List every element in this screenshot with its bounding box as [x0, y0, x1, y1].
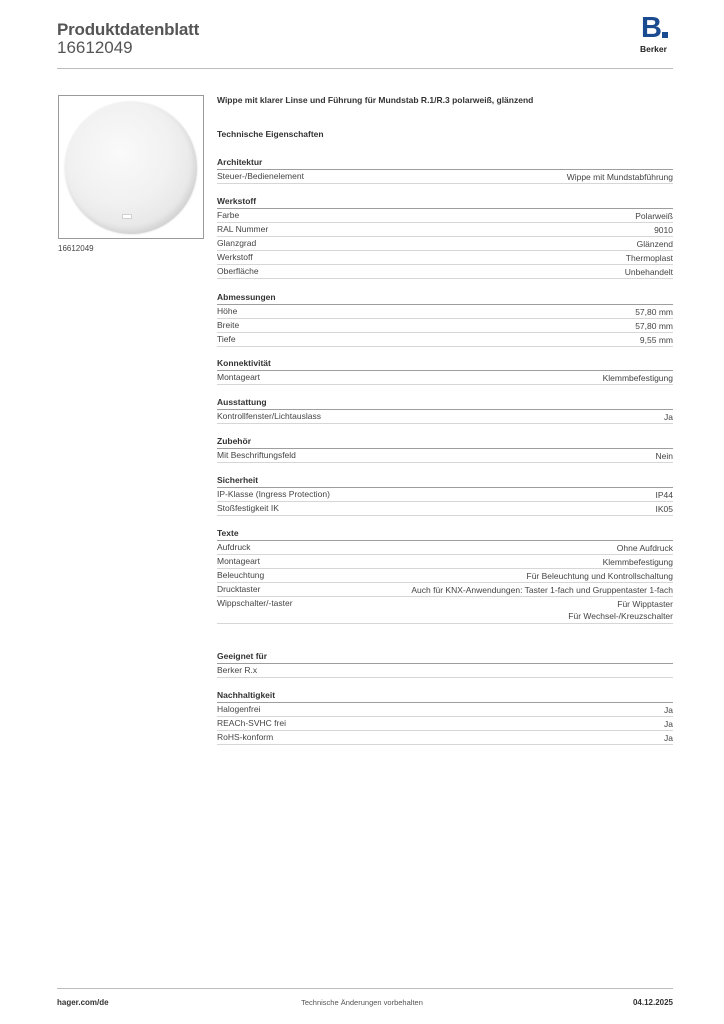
spec-row — [217, 583, 673, 597]
spec-label: Berker R.x — [217, 665, 258, 675]
product-image — [58, 95, 204, 239]
spec-value — [568, 598, 673, 622]
spec-value — [603, 372, 673, 384]
spec-row — [217, 319, 673, 333]
spec-label: Halogenfrei — [217, 704, 261, 714]
spec-value — [640, 334, 673, 346]
spec-row — [217, 541, 673, 555]
spec-row — [217, 449, 673, 463]
footer-divider — [57, 988, 673, 989]
spec-label: Steuer-/Bedienelement — [217, 171, 304, 181]
spec-value-line: Nein — [655, 451, 673, 461]
spec-row — [217, 717, 673, 731]
spec-value — [637, 238, 673, 250]
spec-value-line: 57,80 mm — [635, 307, 673, 317]
spec-value-line: IP44 — [655, 490, 673, 500]
footer-website: hager.com/de — [57, 998, 109, 1007]
spec-value-line: Ja — [664, 705, 673, 715]
spec-value — [625, 266, 673, 278]
logo-text: Berker — [640, 44, 667, 54]
spec-label: Oberfläche — [217, 266, 259, 276]
spec-value-line: Unbehandelt — [624, 267, 673, 277]
spec-row — [217, 703, 673, 717]
spec-label: Glanzgrad — [217, 238, 257, 248]
spec-label: Kontrollfenster/Lichtauslass — [217, 411, 321, 421]
spec-row — [217, 555, 673, 569]
section-heading: Nachhaltigkeit — [217, 690, 276, 700]
spec-label: Tiefe — [217, 334, 236, 344]
section-heading: Konnektivität — [217, 358, 271, 368]
spec-value-line: Thermoplast — [625, 253, 673, 263]
spec-label: Stoßfestigkeit IK — [217, 503, 279, 513]
header-title: Produktdatenblatt — [57, 20, 200, 39]
footer-disclaimer: Technische Änderungen vorbehalten — [301, 998, 423, 1007]
section-heading: Werkstoff — [217, 196, 257, 206]
spec-value — [626, 252, 673, 264]
spec-row — [217, 170, 673, 184]
spec-value — [527, 570, 673, 582]
spec-value — [656, 503, 674, 515]
spec-row — [217, 597, 673, 624]
spec-label: Drucktaster — [217, 584, 261, 594]
spec-label: Montageart — [217, 556, 260, 566]
spec-label: Farbe — [217, 210, 240, 220]
product-title: Wippe mit klarer Linse und Führung für Mundstab R.1/R.3 polarweiß, glänzend — [217, 95, 534, 105]
section-heading: Texte — [217, 528, 239, 538]
header-divider — [57, 68, 673, 69]
spec-value — [664, 718, 673, 730]
spec-value-line: Ja — [664, 719, 673, 729]
spec-label: Höhe — [217, 306, 238, 316]
spec-value — [664, 704, 673, 716]
spec-value-line: Ohne Aufdruck — [616, 543, 673, 553]
spec-row — [217, 371, 673, 385]
berker-logo — [640, 12, 674, 56]
spec-row — [217, 664, 673, 678]
logo-dot — [662, 32, 668, 38]
spec-value — [617, 542, 673, 554]
spec-value-line: Ja — [664, 412, 673, 422]
spec-row — [217, 333, 673, 347]
logo-letter: B — [641, 12, 662, 44]
spec-value-line: IK05 — [655, 504, 673, 514]
spec-label: Werkstoff — [217, 252, 253, 262]
spec-row — [217, 209, 673, 223]
spec-row — [217, 502, 673, 516]
spec-label: REACh-SVHC frei — [217, 718, 286, 728]
spec-value-line: Für Beleuchtung und Kontrollschaltung — [526, 571, 673, 581]
spec-label: Beleuchtung — [217, 570, 265, 580]
spec-label: Aufdruck — [217, 542, 251, 552]
spec-value — [664, 411, 673, 423]
section-heading: Geeignet für — [217, 651, 268, 661]
spec-value-line: Wippe mit Mundstabführung — [566, 172, 673, 182]
spec-row — [217, 488, 673, 502]
spec-value — [654, 224, 673, 236]
header-product-number: 16612049 — [57, 38, 133, 57]
spec-value-line: 9,55 mm — [639, 335, 673, 345]
section-heading: Abmessungen — [217, 292, 276, 302]
spec-row — [217, 265, 673, 279]
spec-value-line: 9010 — [654, 225, 673, 235]
lens-indicator — [122, 214, 132, 219]
footer-date: 04.12.2025 — [632, 998, 673, 1007]
spec-value — [635, 320, 673, 332]
spec-row — [217, 305, 673, 319]
spec-row — [217, 410, 673, 424]
spec-row — [217, 223, 673, 237]
section-heading: Zubehör — [217, 436, 251, 446]
spec-label: Wippschalter/-taster — [217, 598, 293, 608]
spec-value — [635, 306, 673, 318]
tech-properties-heading: Technische Eigenschaften — [217, 129, 324, 139]
spec-value-line: Glänzend — [636, 239, 673, 249]
spec-value-line: Klemmbefestigung — [602, 373, 673, 383]
spec-value — [635, 210, 673, 222]
spec-row — [217, 569, 673, 583]
spec-value-line: 57,80 mm — [635, 321, 673, 331]
spec-row — [217, 731, 673, 745]
spec-label: Montageart — [217, 372, 260, 382]
spec-value-line: Polarweiß — [635, 211, 673, 221]
spec-label: IP-Klasse (Ingress Protection) — [217, 489, 330, 499]
section-heading: Architektur — [217, 157, 263, 167]
spec-row — [217, 251, 673, 265]
spec-value-line: Auch für KNX-Anwendungen: Taster 1-fach und Gruppentaster 1-fach — [411, 585, 673, 595]
spec-label: RoHS-konform — [217, 732, 274, 742]
spec-label: Mit Beschriftungsfeld — [217, 450, 296, 460]
section-heading: Ausstattung — [217, 397, 267, 407]
spec-value — [656, 450, 673, 462]
spec-value — [567, 171, 673, 183]
spec-value-line: Klemmbefestigung — [602, 557, 673, 567]
product-image-caption: 16612049 — [58, 244, 94, 253]
spec-value — [603, 556, 673, 568]
spec-value — [656, 489, 674, 501]
spec-value-line: Für Wechsel-/Kreuzschalter — [568, 611, 673, 621]
spec-label: RAL Nummer — [217, 224, 269, 234]
spec-value-line: Ja — [664, 733, 673, 743]
spec-row — [217, 237, 673, 251]
spec-value — [664, 732, 673, 744]
section-heading: Sicherheit — [217, 475, 259, 485]
spec-value — [411, 584, 673, 596]
spec-label: Breite — [217, 320, 240, 330]
spec-value-line: Für Wipptaster — [617, 599, 673, 609]
